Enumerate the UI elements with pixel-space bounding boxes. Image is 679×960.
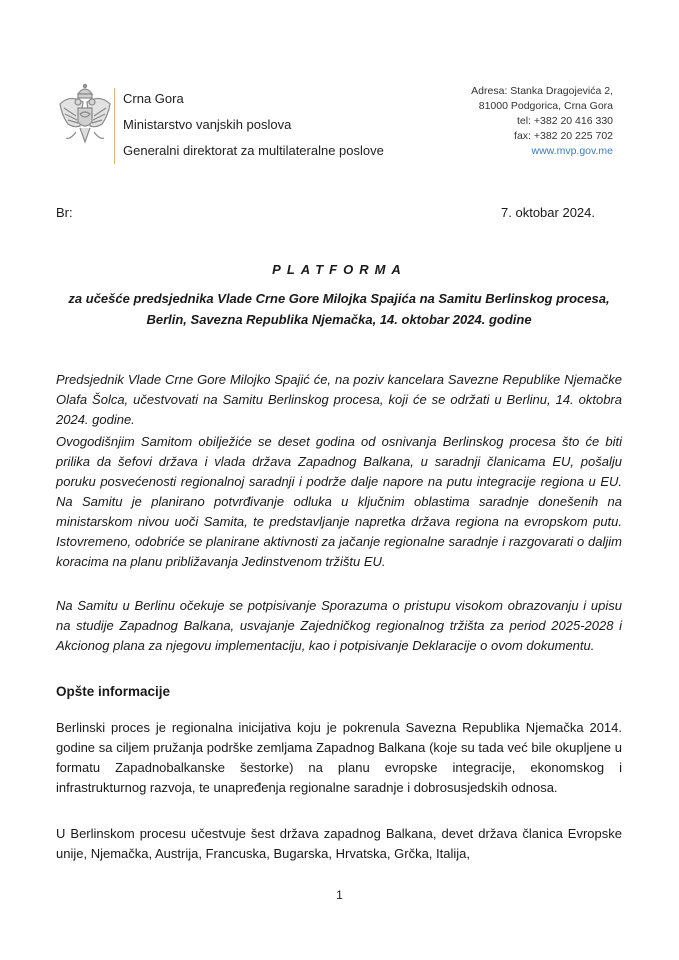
contact-website-link[interactable]: www.mvp.gov.me [531, 145, 613, 157]
org-country: Crna Gora [123, 91, 184, 106]
page-number: 1 [336, 888, 343, 902]
paragraph-summit: Ovogodišnjim Samitom obilježiće se deset godina od osnivanja Berlinskog procesa što će biti prilika da šefovi država i vlada država Zapadnog Balkana, u saradnji članicama EU, pošalju poruku posvećenosti regionalnoj saradnji i podrže dalje napore na putu integracije regiona u EU. Na Samitu je planirano potvrđivanje odluka u ključnim oblastima saradnje donešenih na ministarskom nivou uoči Samita, te predstavljanje napretka država regiona na evropskom putu. Istovremeno, odobriće se planirane aktivnosti za jačanje regionalne saradnje i razgovarati o daljim koracima na planu približavanja Jedinstvenom tržištu EU. [56, 434, 622, 569]
document-title: PLATFORMA [272, 262, 407, 277]
coat-of-arms-icon [56, 82, 114, 154]
reference-number-label: Br: [56, 205, 73, 220]
paragraph-agreements: Na Samitu u Berlinu očekuje se potpisivanje Sporazuma o pristupu visokom obrazovanju i upisu na studije Zapadnog Balkana, usvajanje Zajedničkog regionalnog tržišta za period 2025-2028 i Akcionog plana za njegovu implementaciju, kao i potpisivanje Deklaracije o ovom dokumentu. [56, 598, 622, 653]
paragraph-berlin-process: Berlinski proces je regionalna inicijativa koju je pokrenula Savezna Republika Njemačka 2014. godine sa ciljem pružanja podrške zemljama Zapadnog Balkana (koje su tada već bile okupljene u formatu Zapadnobalkanske šestorke) na planu evropske integracije, ekonomskog i infrastrukturnog razvoja, te unapređenja regionalne saradnje i dobrosusjedskih odnosa. [56, 720, 622, 795]
header-divider [114, 88, 115, 164]
paragraph-participants: U Berlinskom procesu učestvuje šest država zapadnog Balkana, devet država članica Evropske unije, Njemačka, Austrija, Francuska, Bugarska, Hrvatska, Grčka, Italija, [56, 826, 622, 861]
organization-block [123, 86, 384, 164]
contact-address-1: Adresa: Stanka Dragojevića 2, [471, 85, 613, 97]
document-subtitle: za učešće predsjednika Vlade Crne Gore Milojka Spajića na Samitu Berlinskog procesa, Berlin, Savezna Republika Njemačka, 14. oktobar 2024. godine [68, 291, 610, 327]
contact-tel: tel: +382 20 416 330 [516, 115, 613, 127]
contact-block [471, 84, 613, 159]
contact-address-2: 81000 Podgorica, Crna Gora [478, 100, 613, 112]
document-date: 7. oktobar 2024. [501, 205, 595, 220]
org-directorate: Generalni direktorat za multilateralne poslove [123, 143, 384, 158]
org-ministry: Ministarstvo vanjskih poslova [123, 117, 292, 132]
contact-fax: fax: +382 20 225 702 [514, 130, 613, 142]
section-heading: Opšte informacije [56, 684, 171, 699]
paragraph-intro: Predsjednik Vlade Crne Gore Milojko Spajić će, na poziv kancelara Savezne Republike Njemačke Olafa Šolca, učestvovati na Samitu Berlinskog procesa, koji će se održati u Berlinu, 14. oktobra 2024. godine. [56, 372, 622, 427]
